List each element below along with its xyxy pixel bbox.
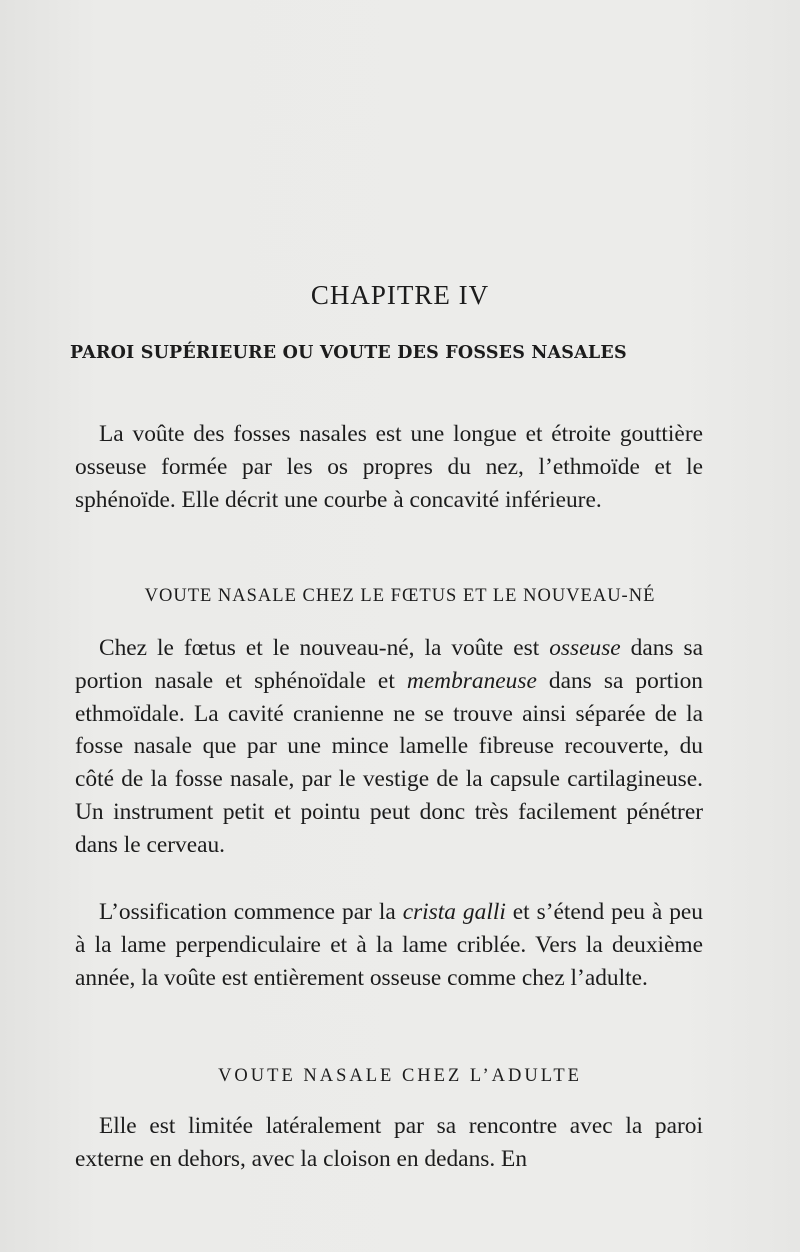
text-span: dans sa portion ethmoïdale. La cavité cranienne ne se trouve ainsi séparée de la fosse nasale que par une mince lamelle fibreuse recouverte, du côté de la fosse nasale, par le vestige de la capsule cartilagineuse. Un instrument petit et pointu peut donc très facilement pénétrer dans le cerveau. xyxy=(75,667,703,858)
chapter-heading: CHAPITRE IV xyxy=(310,280,490,310)
emphasis-osseuse: osseuse xyxy=(549,635,621,661)
intro-paragraph: La voûte des fosses nasales est une longue et étroite gouttière osseuse formée par les os propres du nez, l’ethmoïde et le sphénoïde. Elle décrit une courbe à concavité inférieure. xyxy=(75,421,703,513)
subsection-title-foetus: VOUTE NASALE CHEZ LE FŒTUS ET LE NOUVEAU-NÉ xyxy=(144,586,656,606)
emphasis-crista-galli: crista galli xyxy=(402,899,506,925)
foetus-paragraph-1 xyxy=(75,632,703,862)
text-span: Chez le fœtus et le nouveau-né, la voûte est xyxy=(99,635,550,661)
section-title: PAROI SUPÉRIEURE OU VOUTE DES FOSSES NASALES xyxy=(70,343,627,363)
adulte-paragraph-1: Elle est limitée latéralement par sa rencontre avec la paroi externe en dehors, avec la cloison en dedans. En xyxy=(75,1113,703,1172)
text-span: L’ossification commence par la xyxy=(99,899,403,925)
text-span: dans sa portion nasale et sphénoïdale et xyxy=(75,635,703,694)
subsection-title-adulte: VOUTE NASALE CHEZ L’ADULTE xyxy=(218,1066,582,1086)
foetus-paragraph-2 xyxy=(75,896,703,994)
text-span: et s’étend peu à peu à la lame perpendiculaire et à la lame criblée. Vers la deuxième année, la voûte est entièrement osseuse comme chez l’adulte. xyxy=(75,899,704,991)
emphasis-membraneuse: membraneuse xyxy=(406,667,537,694)
